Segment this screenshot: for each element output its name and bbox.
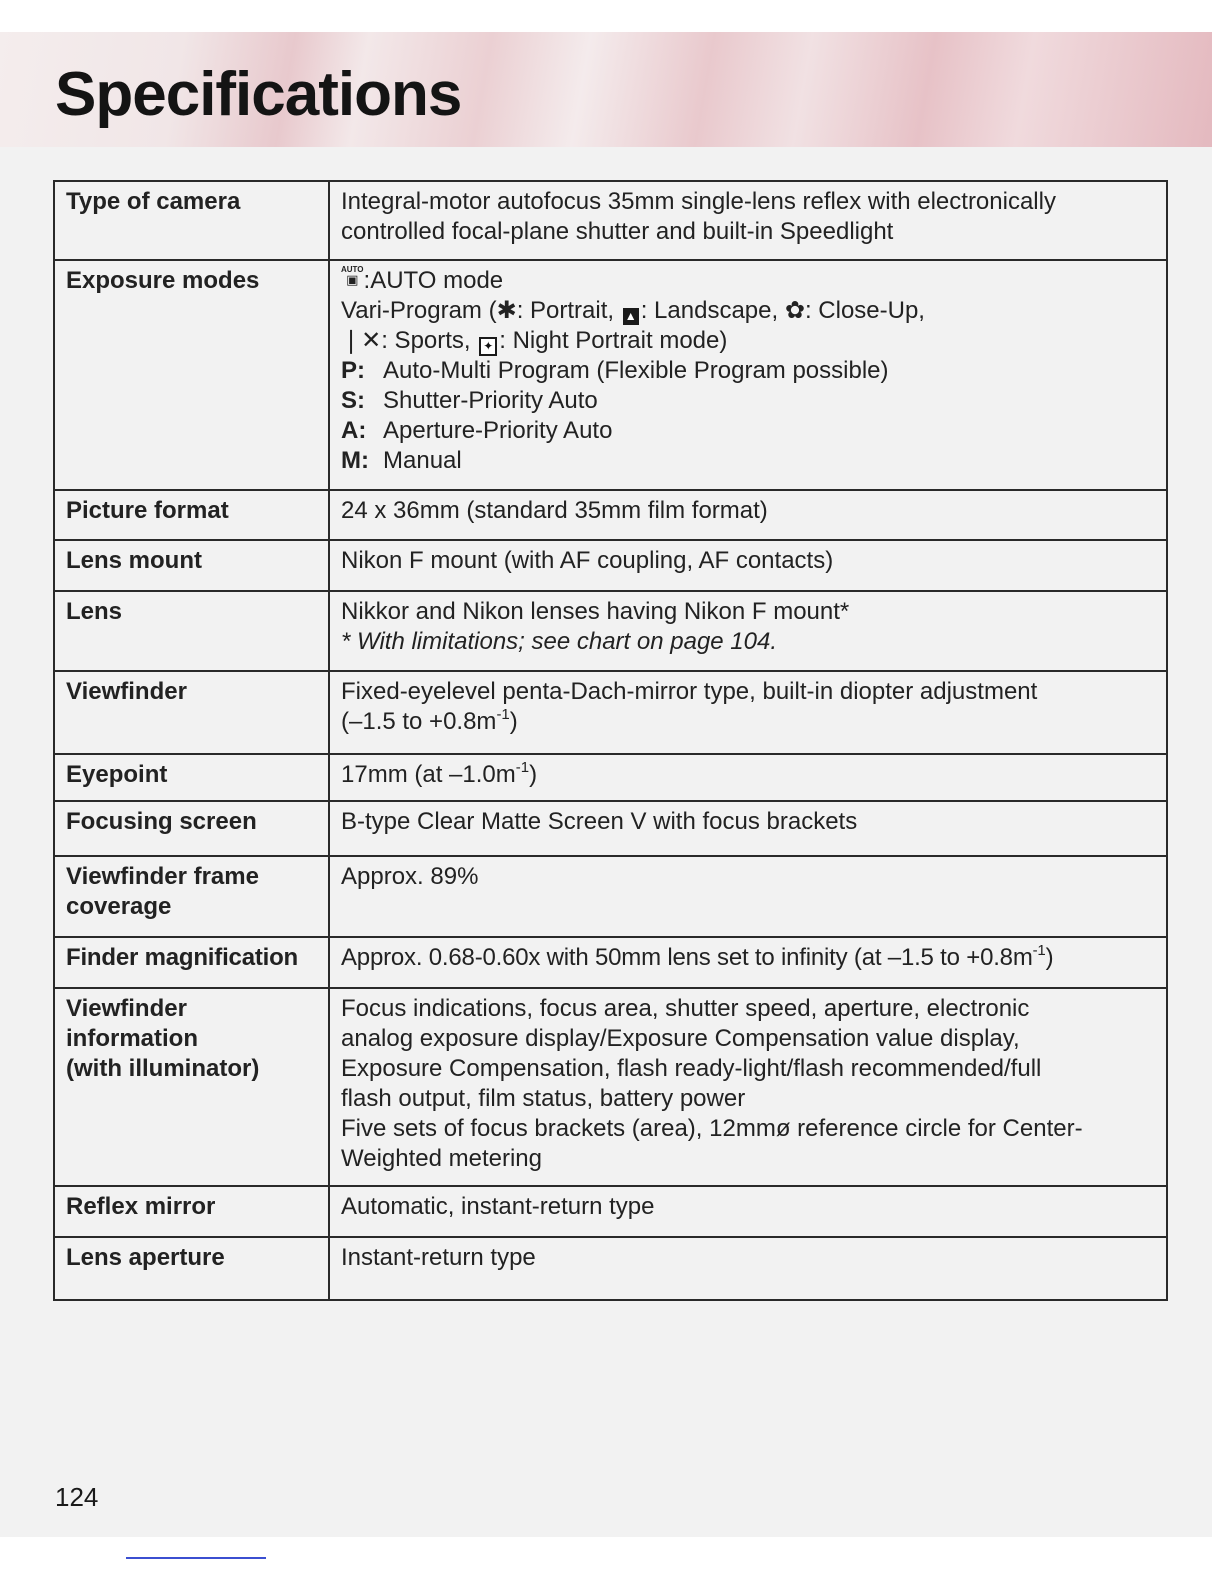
spec-value-line: Five sets of focus brackets (area), 12mmø reference circle for Center-	[341, 1115, 1083, 1142]
sports-night-line: ❘✕: Sports, ✦ : Night Portrait mode)	[341, 327, 728, 354]
spec-row-picture-format	[54, 490, 1167, 540]
mode-m-line: M: Manual	[341, 447, 462, 474]
spec-value-line: Integral-motor autofocus 35mm single-lens reflex with electronically	[341, 188, 1056, 215]
spec-label: Lens aperture	[54, 1237, 329, 1300]
page-number: 124	[55, 1482, 99, 1512]
spec-row-reflex-mirror	[54, 1186, 1167, 1237]
spec-value-line: flash output, film status, battery power	[341, 1085, 746, 1112]
spec-row-eyepoint	[54, 754, 1167, 801]
portrait-icon: ✱	[496, 297, 517, 324]
spec-value-line: Nikkor and Nikon lenses having Nikon F mount*	[341, 598, 850, 625]
spec-label: Exposure modes	[54, 260, 329, 490]
spec-row-focusing-screen	[54, 801, 1167, 856]
spec-label: Picture format	[54, 490, 329, 540]
spec-value-line: analog exposure display/Exposure Compensation value display,	[341, 1025, 1020, 1052]
landscape-icon: ▲	[623, 308, 639, 325]
spec-row-exposure-modes	[54, 260, 1167, 490]
spec-value: Nikon F mount (with AF coupling, AF contacts)	[329, 540, 1167, 591]
spec-label: Reflex mirror	[54, 1186, 329, 1237]
spec-value	[329, 591, 1167, 671]
spec-row-lens-mount	[54, 540, 1167, 591]
spec-value-line: Exposure Compensation, flash ready-light/flash recommended/full	[341, 1055, 1042, 1082]
specifications-table	[53, 180, 1168, 1301]
vari-program-line: Vari-Program (✱: Portrait, ▲ : Landscape, ✿: Close-Up,	[341, 297, 925, 324]
spec-value: Automatic, instant-return type	[329, 1186, 1167, 1237]
spec-row-type-of-camera	[54, 181, 1167, 260]
spec-value-line: Weighted metering	[341, 1145, 542, 1172]
spec-value-line: (–1.5 to $+0.8m^{-1}$)	[341, 706, 518, 735]
spec-value	[329, 181, 1167, 260]
spec-value: Approx. 89%	[329, 856, 1167, 937]
spec-label: Viewfinder information (with illuminator)	[54, 988, 329, 1186]
page-title: Specifications	[55, 60, 462, 129]
spec-row-viewfinder-information	[54, 988, 1167, 1186]
spec-value	[329, 671, 1167, 754]
sports-icon: ❘✕	[341, 327, 382, 354]
mode-s-line: S: Shutter-Priority Auto	[341, 387, 598, 414]
spec-value-line: Focus indications, focus area, shutter speed, aperture, electronic	[341, 995, 1030, 1022]
mode-a-line: A: Aperture-Priority Auto	[341, 417, 613, 444]
spec-label: Lens	[54, 591, 329, 671]
spec-row-finder-magnification	[54, 937, 1167, 988]
spec-footnote: * With limitations; see chart on page 104.	[341, 628, 778, 655]
night-portrait-icon: ✦	[479, 337, 497, 356]
auto-mode-icon: AUTO ▣	[341, 265, 364, 287]
spec-label: Eyepoint	[54, 754, 329, 801]
spec-row-viewfinder	[54, 671, 1167, 754]
spec-value: B-type Clear Matte Screen V with focus brackets	[329, 801, 1167, 856]
bottom-rule	[126, 1557, 266, 1559]
spec-label: Type of camera	[54, 181, 329, 260]
spec-value: 17mm (at $-1.0m^{-1}$)	[329, 754, 1167, 801]
spec-row-lens	[54, 591, 1167, 671]
spec-value: 24 x 36mm (standard 35mm film format)	[329, 490, 1167, 540]
mode-p-line: P: Auto-Multi Program (Flexible Program possible)	[341, 357, 889, 384]
spec-value	[329, 988, 1167, 1186]
spec-row-viewfinder-frame-coverage	[54, 856, 1167, 937]
spec-label: Lens mount	[54, 540, 329, 591]
close-up-icon: ✿	[784, 297, 805, 324]
spec-label: Viewfinder	[54, 671, 329, 754]
spec-label: Focusing screen	[54, 801, 329, 856]
spec-label: Viewfinder frame coverage	[54, 856, 329, 937]
spec-value	[329, 260, 1167, 490]
spec-value: Approx. 0.68-0.60x with 50mm lens set to infinity (at –1.5 to $+0.8m^{-1}$)	[329, 937, 1167, 988]
spec-value: Instant-return type	[329, 1237, 1167, 1300]
spec-value-line: controlled focal-plane shutter and built-in Speedlight	[341, 218, 894, 245]
spec-label: Finder magnification	[54, 937, 329, 988]
spec-row-lens-aperture	[54, 1237, 1167, 1300]
auto-mode-line: AUTO ▣ :AUTO mode	[341, 265, 504, 294]
spec-value-line: Fixed-eyelevel penta-Dach-mirror type, built-in diopter adjustment	[341, 678, 1038, 705]
